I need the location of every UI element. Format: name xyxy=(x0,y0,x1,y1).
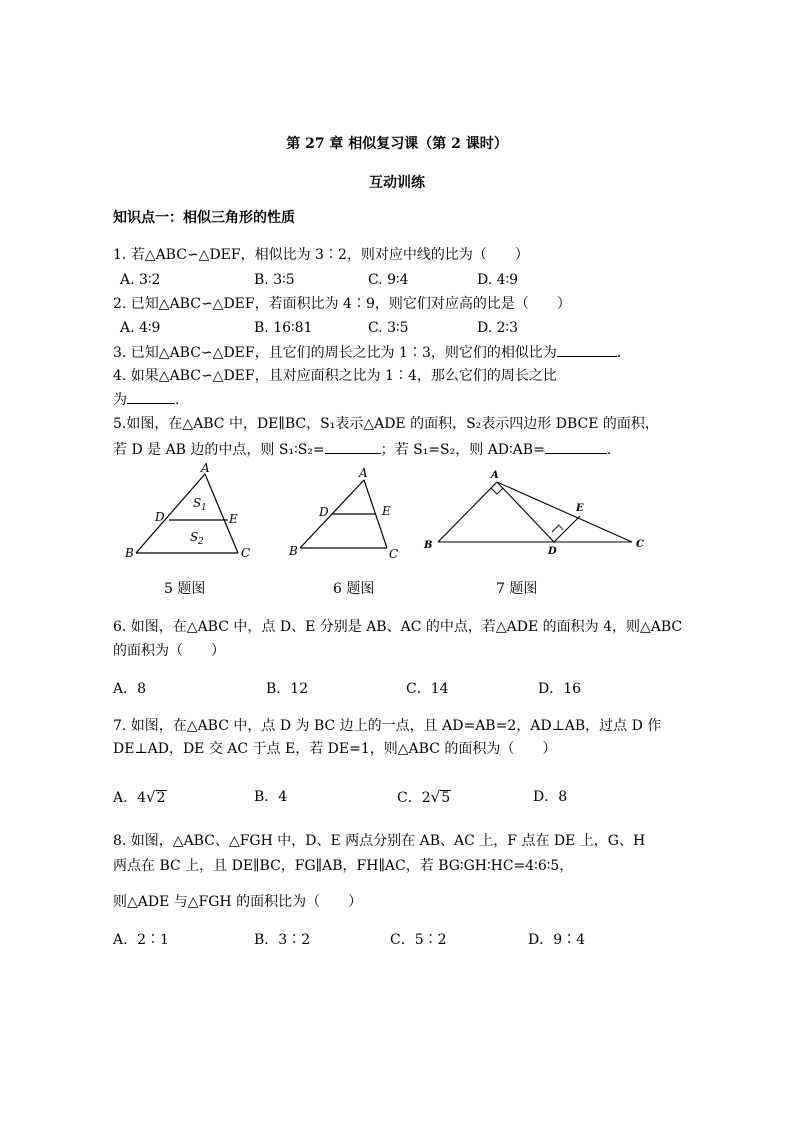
q6-option-b: B．12 xyxy=(266,681,309,697)
q7-option-a-prefix: A．4 xyxy=(113,790,147,806)
fig5-label-s2-sub: 2 xyxy=(198,537,204,547)
fig7-label-d: D xyxy=(548,546,557,557)
q5-line1: 5.如图，在△ABC 中，DE∥BC，S₁表示△ADE 的面积，S₂表示四边形 DBCE 的面积， xyxy=(113,416,659,432)
q7-line1: 7. 如图，在△ABC 中，点 D 为 BC 边上的一点，且 AD=AB=2，AD⊥AB，过点 D 作 xyxy=(113,718,662,734)
q6-line2: 的面积为（ ） xyxy=(113,643,225,659)
q3-end: . xyxy=(616,345,622,361)
fig7-label-a: A xyxy=(491,470,499,481)
fig6-label-b: B xyxy=(289,544,298,558)
q5-line2 xyxy=(113,440,611,459)
fig6-caption: 6 题图 xyxy=(333,581,375,597)
page-title: 第 27 章 相似复习课（第 2 课时） xyxy=(286,136,508,152)
q2-option-c: C. 3∶5 xyxy=(368,320,409,336)
fig7-label-b: B xyxy=(424,540,433,551)
figure-7 xyxy=(420,460,660,560)
q7-option-a xyxy=(113,788,167,807)
fig7-segment-ad xyxy=(497,482,554,542)
fig5-caption: 5 题图 xyxy=(164,581,206,597)
q3-answer-blank[interactable] xyxy=(557,343,617,357)
q7-option-d: D．8 xyxy=(533,789,568,805)
q4-end: . xyxy=(175,392,180,408)
fig5-label-s1: S xyxy=(193,496,202,510)
radical-sign-icon: √ xyxy=(146,788,156,806)
fig6-label-a: A xyxy=(359,466,368,480)
q5-answer-blank-1[interactable] xyxy=(325,440,381,454)
fig7-right-angle-d xyxy=(552,525,563,532)
q7-option-c-radicand: 5 xyxy=(441,790,451,806)
q2-option-d: D. 2∶3 xyxy=(477,320,519,336)
q6-option-d: D．16 xyxy=(538,681,582,697)
q2-stem: 2. 已知△ABC∽△DEF，若面积比为 4∶9，则它们对应高的比是（ ） xyxy=(113,296,571,312)
q2-option-b: B. 16∶81 xyxy=(254,320,313,336)
q3-line xyxy=(113,343,621,362)
q8-option-b: B．3∶2 xyxy=(254,932,311,948)
q5-answer-blank-2[interactable] xyxy=(545,440,607,454)
fig7-caption: 7 题图 xyxy=(496,581,538,597)
q5-end: . xyxy=(606,442,612,458)
fig7-side-ab xyxy=(438,482,497,542)
q8-option-a: A．2∶1 xyxy=(113,932,169,948)
figure-6 xyxy=(285,460,415,566)
fig5-label-s2: S xyxy=(190,530,199,544)
q7-option-c xyxy=(397,788,451,807)
q1-option-a: A. 3∶2 xyxy=(120,272,161,288)
fig6-label-d: D xyxy=(319,505,329,519)
section-heading: 知识点一：相似三角形的性质 xyxy=(113,210,295,226)
q2-option-a: A. 4∶9 xyxy=(120,320,161,336)
fig7-segment-de xyxy=(554,516,580,542)
figure-5 xyxy=(120,460,260,566)
page-subtitle: 互动训练 xyxy=(369,175,425,191)
q8-line1: 8. 如图，△ABC、△FGH 中，D、E 两点分别在 AB、AC 上，F 点在 DE 上，G、H xyxy=(113,833,646,849)
q8-line2: 两点在 BC 上，且 DE∥BC，FG∥AB，FH∥AC，若 BG∶GH∶HC=4∶6∶5， xyxy=(113,858,574,874)
q4-answer-blank[interactable] xyxy=(127,390,175,404)
q7-option-b: B．4 xyxy=(254,789,288,805)
fig5-label-b: B xyxy=(125,546,134,560)
fig7-side-ac xyxy=(497,482,632,542)
fig5-label-c: C xyxy=(241,546,251,560)
q7-line2: DE⊥AD，DE 交 AC 于点 E，若 DE=1，则△ABC 的面积为（ ） xyxy=(113,741,557,757)
q4-prefix: 为 xyxy=(113,392,127,408)
q8-line3: 则△ADE 与△FGH 的面积比为（ ） xyxy=(113,894,363,910)
q1-option-d: D. 4∶9 xyxy=(477,272,519,288)
fig7-label-c: C xyxy=(636,539,644,550)
fig6-label-c: C xyxy=(389,547,399,561)
fig5-label-d: D xyxy=(155,510,165,524)
fig5-label-s1-sub: 1 xyxy=(201,503,207,513)
radical-sign-icon: √ xyxy=(430,788,441,806)
q8-option-c: C．5∶2 xyxy=(390,932,447,948)
q1-stem: 1. 若△ABC∽△DEF，相似比为 3∶2，则对应中线的比为（ ） xyxy=(113,247,529,263)
q1-option-c: C. 9∶4 xyxy=(368,272,409,288)
q4-stem: 4. 如果△ABC∽△DEF，且对应面积之比为 1∶4，那么它们的周长之比 xyxy=(113,368,557,384)
q3-stem: 3. 已知△ABC∽△DEF，且它们的周长之比为 1∶3，则它们的相似比为 xyxy=(113,345,557,361)
fig7-label-e: E xyxy=(576,503,584,514)
q7-option-a-radicand: 2 xyxy=(156,790,166,806)
fig5-label-a: A xyxy=(201,461,210,475)
q5-text-b: ；若 S₁=S₂，则 AD∶AB= xyxy=(380,442,545,458)
q6-option-c: C．14 xyxy=(406,681,449,697)
q8-option-d: D．9∶4 xyxy=(528,932,586,948)
q1-option-b: B. 3∶5 xyxy=(254,272,295,288)
fig7-right-angle-a xyxy=(491,488,503,494)
q6-option-a: A．8 xyxy=(113,681,147,697)
q4-line2 xyxy=(113,390,179,409)
q7-option-c-prefix: C．2 xyxy=(397,790,431,806)
q6-line1: 6. 如图，在△ABC 中，点 D、E 分别是 AB、AC 的中点，若△ADE 的面积为 4，则△ABC xyxy=(113,619,683,635)
q5-text-a: 若 D 是 AB 边的中点，则 S₁∶S₂= xyxy=(113,442,325,458)
fig5-label-e: E xyxy=(229,512,238,526)
fig6-label-e: E xyxy=(382,504,391,518)
